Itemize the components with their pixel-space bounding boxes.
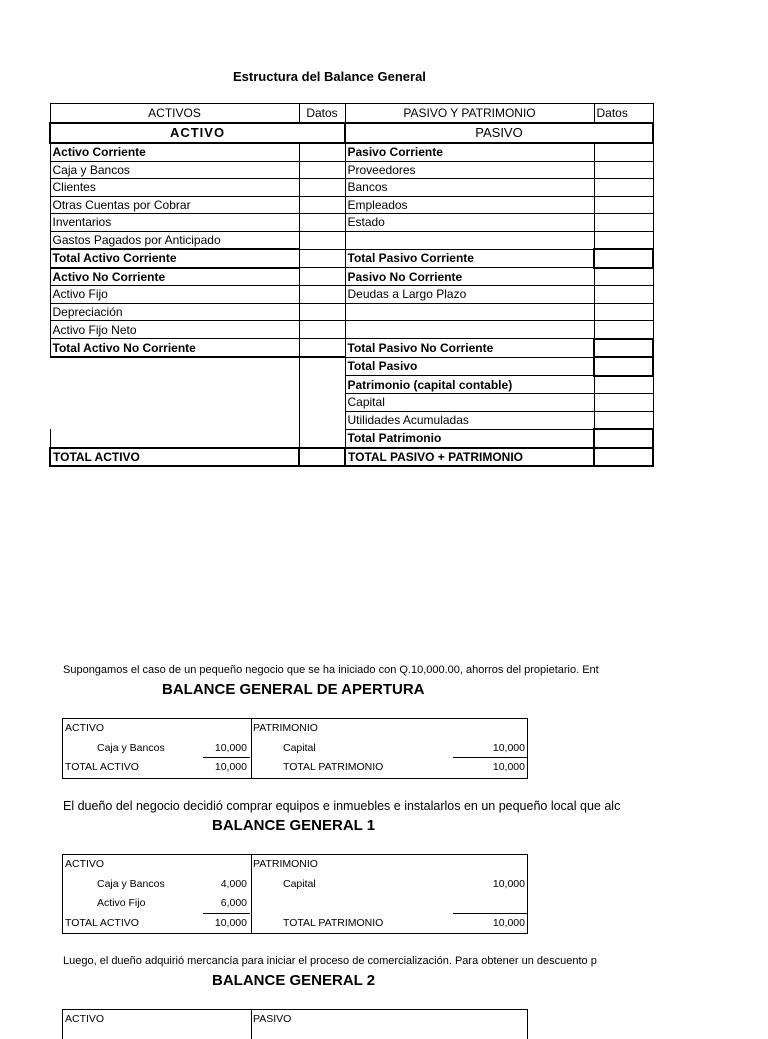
- right-account-cell: Pasivo No Corriente: [345, 268, 594, 286]
- right-account-cell: Total Pasivo Corriente: [345, 249, 594, 268]
- right-account-cell: Patrimonio (capital contable): [345, 376, 594, 394]
- apertura-balance: [62, 718, 528, 779]
- right-account-cell: Proveedores: [345, 161, 594, 179]
- left-account-cell: Activo Fijo: [50, 286, 299, 304]
- left-datos-cell: [299, 357, 345, 376]
- table-row: [50, 394, 653, 412]
- patrimonio-header: PATRIMONIO: [253, 858, 318, 870]
- table-row: [50, 214, 653, 232]
- right-account-cell: Total Pasivo No Corriente: [345, 339, 594, 358]
- capital-value: 10,000: [492, 877, 525, 890]
- right-account-cell: Utilidades Acumuladas: [345, 411, 594, 429]
- table-row: [50, 339, 653, 358]
- total-activo-label: TOTAL ACTIVO: [65, 916, 139, 929]
- table-row: [50, 376, 653, 394]
- activo-header: ACTIVO: [65, 722, 105, 734]
- left-account-cell: Total Activo No Corriente: [50, 339, 299, 358]
- caja-label: Caja y Bancos: [97, 877, 165, 890]
- right-account-cell: Empleados: [345, 196, 594, 214]
- table-row: [50, 143, 653, 161]
- left-account-cell: [50, 429, 299, 448]
- left-account-cell: Inventarios: [50, 214, 299, 232]
- header-datos-right: Datos: [594, 104, 653, 124]
- paragraph-2: Luego, el dueño adquirió mercancía para iniciar el proceso de comercialización. Para obtener un descuento p: [63, 955, 597, 967]
- header-activos: ACTIVOS: [50, 104, 299, 124]
- capital-value: 10,000: [492, 741, 525, 754]
- right-account-cell: [345, 321, 594, 339]
- caja-value: 10,000: [214, 741, 247, 754]
- left-account-cell: Activo Fijo Neto: [50, 321, 299, 339]
- table-row: [50, 411, 653, 429]
- left-account-cell: Activo No Corriente: [50, 268, 299, 286]
- left-datos-cell: [299, 394, 345, 412]
- balance-2-title: BALANCE GENERAL 2: [212, 972, 376, 989]
- table-row: [50, 196, 653, 214]
- right-datos-cell: [594, 249, 653, 268]
- table-row: [50, 268, 653, 286]
- total-patrimonio-label: TOTAL PATRIMONIO: [283, 761, 384, 773]
- right-datos-cell: [594, 231, 653, 249]
- right-account-cell: Total Pasivo: [345, 357, 594, 376]
- capital-label: Capital: [283, 741, 316, 754]
- left-datos-cell: [299, 196, 345, 214]
- section-activo: ACTIVO: [50, 123, 345, 143]
- left-datos-cell: [299, 143, 345, 161]
- activo-fijo-value: 6,000: [220, 897, 247, 909]
- left-datos-cell: [299, 376, 345, 394]
- left-datos-cell: [299, 214, 345, 232]
- header-pasivo-patrimonio: PASIVO Y PATRIMONIO: [345, 104, 594, 124]
- left-account-cell: [50, 357, 299, 376]
- balance-structure-table: [49, 103, 654, 467]
- right-datos-cell: [594, 214, 653, 232]
- left-account-cell: Activo Corriente: [50, 143, 299, 161]
- left-account-cell: TOTAL ACTIVO: [50, 448, 299, 467]
- balance-1: [62, 854, 528, 934]
- left-account-cell: [50, 376, 299, 394]
- balance-1-title: BALANCE GENERAL 1: [212, 817, 376, 834]
- left-datos-cell: [299, 411, 345, 429]
- right-datos-cell: [594, 339, 653, 358]
- section-pasivo: PASIVO: [345, 123, 653, 143]
- right-account-cell: Estado: [345, 214, 594, 232]
- patrimonio-header: PATRIMONIO: [253, 722, 318, 734]
- table-row: [50, 179, 653, 197]
- pasivo-header: PASIVO: [253, 1013, 292, 1025]
- left-account-cell: Total Activo Corriente: [50, 249, 299, 268]
- right-account-cell: Deudas a Largo Plazo: [345, 286, 594, 304]
- table-row: [50, 357, 653, 376]
- right-account-cell: Total Patrimonio: [345, 429, 594, 448]
- left-datos-cell: [299, 339, 345, 358]
- total-activo-value: 10,000: [214, 916, 247, 929]
- right-account-cell: Capital: [345, 394, 594, 412]
- total-activo-label: TOTAL ACTIVO: [65, 761, 139, 773]
- activo-fijo-label: Activo Fijo: [97, 897, 146, 909]
- table-row: [50, 231, 653, 249]
- right-datos-cell: [594, 286, 653, 304]
- table-header-row: [50, 104, 653, 124]
- table-section-row: [50, 123, 653, 143]
- left-datos-cell: [299, 231, 345, 249]
- right-datos-cell: [594, 429, 653, 448]
- right-datos-cell: [594, 411, 653, 429]
- activo-header: ACTIVO: [65, 858, 105, 870]
- apertura-title: BALANCE GENERAL DE APERTURA: [162, 681, 425, 698]
- total-activo-value: 10,000: [214, 761, 247, 773]
- right-datos-cell: [594, 321, 653, 339]
- right-datos-cell: [594, 376, 653, 394]
- activo-header: ACTIVO: [65, 1013, 105, 1025]
- caja-value: 4,000: [220, 877, 247, 890]
- intro-paragraph: Supongamos el caso de un pequeño negocio que se ha iniciado con Q.10,000.00, ahorros del propietario. Ent: [63, 664, 599, 676]
- right-datos-cell: [594, 179, 653, 197]
- table-row: [50, 448, 653, 467]
- right-datos-cell: [594, 161, 653, 179]
- balance-2: [62, 1009, 528, 1039]
- right-datos-cell: [594, 394, 653, 412]
- structure-title: Estructura del Balance General: [233, 69, 426, 84]
- left-datos-cell: [299, 286, 345, 304]
- paragraph-1: El dueño del negocio decidió comprar equipos e inmuebles e instalarlos en un pequeño local que alc: [63, 799, 621, 813]
- left-datos-cell: [299, 429, 345, 448]
- left-account-cell: Clientes: [50, 179, 299, 197]
- left-datos-cell: [299, 249, 345, 268]
- header-datos: Datos: [299, 104, 345, 124]
- total-patrimonio-label: TOTAL PATRIMONIO: [283, 916, 384, 929]
- right-datos-cell: [594, 268, 653, 286]
- left-datos-cell: [299, 179, 345, 197]
- table-row: [50, 286, 653, 304]
- right-datos-cell: [594, 143, 653, 161]
- left-datos-cell: [299, 161, 345, 179]
- table-row: [50, 321, 653, 339]
- right-datos-cell: [594, 448, 653, 467]
- left-account-cell: [50, 394, 299, 412]
- table-row: [50, 303, 653, 321]
- table-row: [50, 429, 653, 448]
- left-datos-cell: [299, 321, 345, 339]
- left-account-cell: [50, 411, 299, 429]
- right-account-cell: [345, 231, 594, 249]
- left-datos-cell: [299, 303, 345, 321]
- total-patrimonio-value: 10,000: [492, 916, 525, 929]
- left-account-cell: Otras Cuentas por Cobrar: [50, 196, 299, 214]
- right-account-cell: Pasivo Corriente: [345, 143, 594, 161]
- caja-label: Caja y Bancos: [97, 741, 165, 754]
- left-account-cell: Depreciación: [50, 303, 299, 321]
- table-row: [50, 249, 653, 268]
- right-account-cell: [345, 303, 594, 321]
- right-account-cell: TOTAL PASIVO + PATRIMONIO: [345, 448, 594, 467]
- right-datos-cell: [594, 303, 653, 321]
- right-datos-cell: [594, 357, 653, 376]
- left-account-cell: Caja y Bancos: [50, 161, 299, 179]
- table-row: [50, 161, 653, 179]
- right-datos-cell: [594, 196, 653, 214]
- left-datos-cell: [299, 448, 345, 467]
- right-account-cell: Bancos: [345, 179, 594, 197]
- capital-label: Capital: [283, 877, 316, 890]
- total-patrimonio-value: 10,000: [492, 761, 525, 773]
- left-datos-cell: [299, 268, 345, 286]
- left-account-cell: Gastos Pagados por Anticipado: [50, 231, 299, 249]
